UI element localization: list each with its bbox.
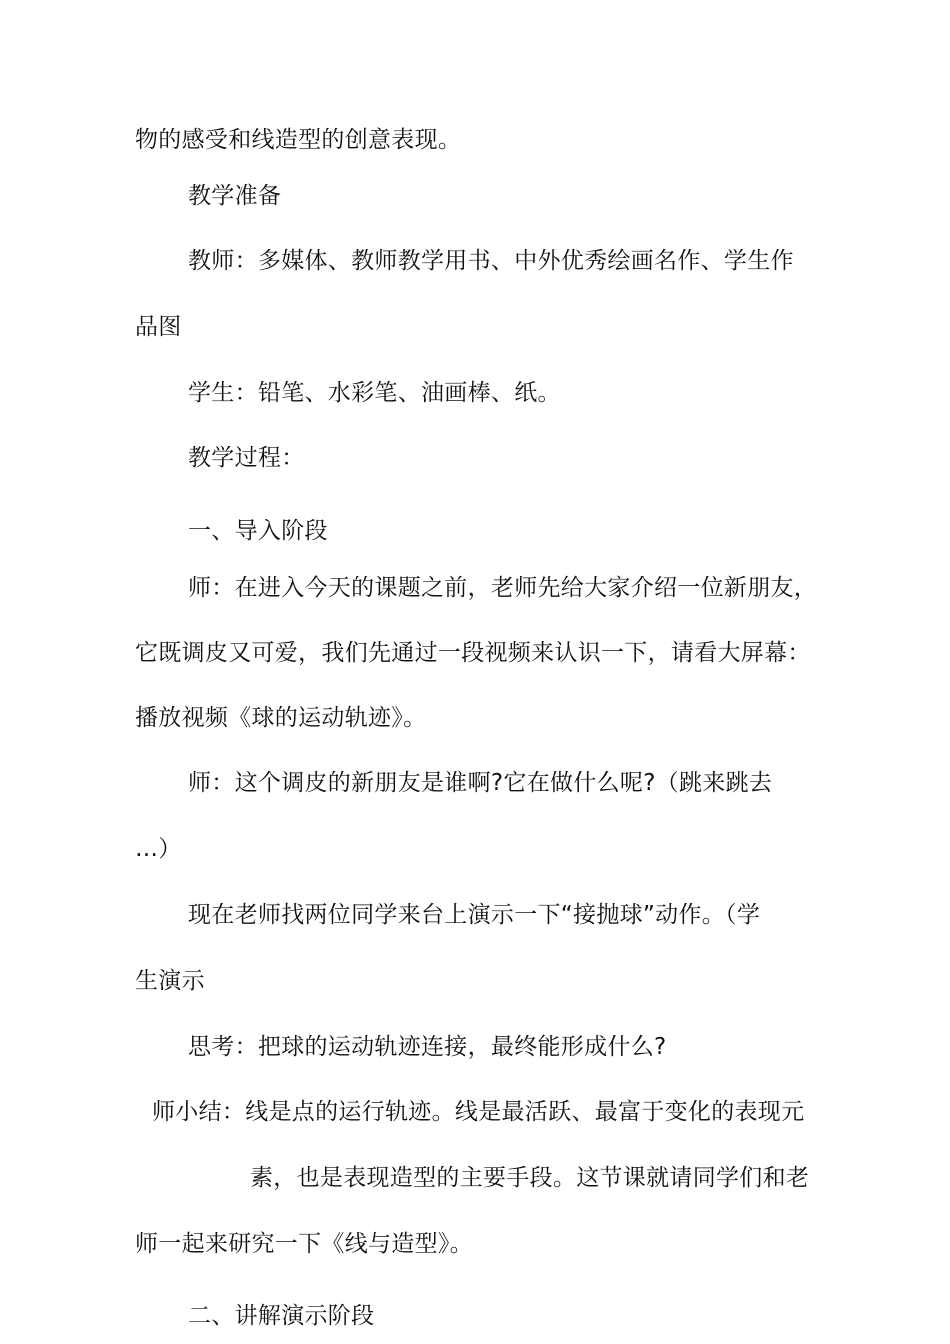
text-line: 它既调皮又可爱，我们先通过一段视频来认识一下，请看大屏幕： bbox=[135, 640, 811, 666]
section-heading: 二、讲解演示阶段 bbox=[188, 1303, 375, 1329]
text-line: 物的感受和线造型的创意表现。 bbox=[135, 127, 462, 153]
text-line: 生演示 bbox=[135, 968, 205, 994]
text-line: 师小结：线是点的运行轨迹。线是最活跃、最富于变化的表现元 bbox=[152, 1099, 805, 1125]
text-line: 师：这个调皮的新朋友是谁啊?它在做什么呢?（跳来跳去 bbox=[188, 770, 773, 796]
text-line: 素，也是表现造型的主要手段。这节课就请同学们和老 bbox=[250, 1165, 810, 1191]
text-line: 思考：把球的运动轨迹连接，最终能形成什么? bbox=[188, 1034, 667, 1060]
text-line: 师：在进入今天的课题之前，老师先给大家介绍一位新朋友， bbox=[188, 575, 818, 601]
section-heading: 一、导入阶段 bbox=[188, 518, 328, 544]
section-heading: 教学过程： bbox=[188, 445, 305, 471]
text-line: 品图 bbox=[135, 314, 182, 340]
text-line: …） bbox=[135, 836, 182, 862]
text-line: 学生：铅笔、水彩笔、油画棒、纸。 bbox=[188, 380, 561, 406]
text-line: 现在老师找两位同学来台上演示一下“接抛球”动作。（学 bbox=[188, 902, 761, 928]
text-line: 播放视频《球的运动轨迹》。 bbox=[135, 705, 427, 731]
text-line: 教师：多媒体、教师教学用书、中外优秀绘画名作、学生作 bbox=[188, 248, 794, 274]
text-line: 师一起来研究一下《线与造型》。 bbox=[135, 1231, 473, 1257]
section-heading: 教学准备 bbox=[188, 183, 282, 209]
